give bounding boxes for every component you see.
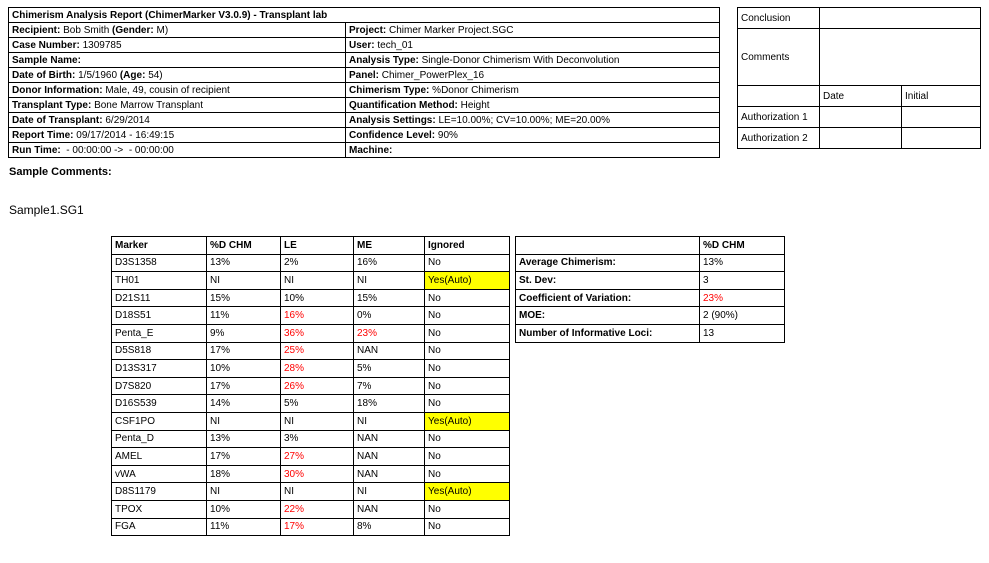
le-cell: 26%	[281, 377, 354, 395]
table-row	[112, 307, 510, 325]
marker-cell: D7S820	[112, 377, 207, 395]
ignored-cell: No	[425, 254, 510, 272]
dchm-cell: 11%	[207, 307, 281, 325]
marker-cell: D8S1179	[112, 483, 207, 501]
dchm-cell: 14%	[207, 395, 281, 413]
table-row	[112, 430, 510, 448]
dchm-cell: 18%	[207, 465, 281, 483]
ignored-cell: No	[425, 500, 510, 518]
dchm-cell: 10%	[207, 500, 281, 518]
marker-cell: D13S317	[112, 360, 207, 378]
summary-value: 23%	[700, 289, 785, 307]
quant-method-cell: Quantification Method: Height	[346, 98, 720, 113]
marker-cell: AMEL	[112, 448, 207, 466]
recipient-cell: Recipient: Bob Smith (Gender: M)	[9, 23, 346, 38]
me-cell: 0%	[354, 307, 425, 325]
le-cell: NI	[281, 272, 354, 290]
summary-row	[516, 289, 785, 307]
transplant-type-cell: Transplant Type: Bone Marrow Transplant	[9, 98, 346, 113]
summary-label: MOE:	[516, 307, 700, 325]
marker-cell: Penta_E	[112, 324, 207, 342]
initial-column-header: Initial	[902, 86, 981, 107]
hdr-row	[9, 38, 720, 53]
me-cell: 7%	[354, 377, 425, 395]
ignored-cell: Yes(Auto)	[425, 412, 510, 430]
ignored-cell: No	[425, 342, 510, 360]
table-row	[112, 465, 510, 483]
me-cell: NAN	[354, 448, 425, 466]
col-dchm: %D CHM	[207, 237, 281, 255]
case-number-cell: Case Number: 1309785	[9, 38, 346, 53]
date-transplant-cell: Date of Transplant: 6/29/2014	[9, 113, 346, 128]
ignored-cell: No	[425, 448, 510, 466]
conclusion-field[interactable]	[820, 8, 981, 29]
signoff-table	[737, 7, 981, 149]
donor-info-cell: Donor Information: Male, 49, cousin of recipient	[9, 83, 346, 98]
summary-value: 13%	[700, 254, 785, 272]
dchm-cell: 13%	[207, 254, 281, 272]
dob-cell: Date of Birth: 1/5/1960 (Age: 54)	[9, 68, 346, 83]
authorization-1-initial[interactable]	[902, 107, 981, 128]
analysis-settings-cell: Analysis Settings: LE=10.00%; CV=10.00%; ME=20.00%	[346, 113, 720, 128]
dchm-cell: 10%	[207, 360, 281, 378]
table-row	[112, 518, 510, 536]
table-row	[112, 483, 510, 501]
marker-cell: Penta_D	[112, 430, 207, 448]
ignored-cell: No	[425, 307, 510, 325]
hdr-row	[9, 128, 720, 143]
marker-cell: D16S539	[112, 395, 207, 413]
sample-comments-label: Sample Comments:	[9, 166, 112, 178]
le-cell: 10%	[281, 289, 354, 307]
marker-cell: vWA	[112, 465, 207, 483]
marker-cell: D18S51	[112, 307, 207, 325]
summary-value: 13	[700, 324, 785, 342]
table-row	[112, 324, 510, 342]
table-row	[112, 500, 510, 518]
table-row	[112, 360, 510, 378]
marker-cell: TH01	[112, 272, 207, 290]
hdr-row	[9, 23, 720, 38]
summary-value: 2 (90%)	[700, 307, 785, 325]
dchm-cell: 15%	[207, 289, 281, 307]
me-cell: NAN	[354, 430, 425, 448]
ignored-cell: No	[425, 324, 510, 342]
table-row	[112, 377, 510, 395]
summary-table	[515, 236, 785, 343]
me-cell: 5%	[354, 360, 425, 378]
col-marker: Marker	[112, 237, 207, 255]
le-cell: 27%	[281, 448, 354, 466]
me-cell: 18%	[354, 395, 425, 413]
marker-cell: D5S818	[112, 342, 207, 360]
marker-cell: FGA	[112, 518, 207, 536]
dchm-cell: NI	[207, 272, 281, 290]
table-row	[112, 289, 510, 307]
report-header-table	[8, 7, 720, 158]
authorization-1-label: Authorization 1	[738, 107, 820, 128]
analysis-type-cell: Analysis Type: Single-Donor Chimerism With Deconvolution	[346, 53, 720, 68]
user-cell: User: tech_01	[346, 38, 720, 53]
table-row	[112, 412, 510, 430]
dchm-cell: NI	[207, 483, 281, 501]
col-le: LE	[281, 237, 354, 255]
ignored-cell: Yes(Auto)	[425, 483, 510, 501]
dchm-cell: 17%	[207, 342, 281, 360]
hdr-row	[9, 113, 720, 128]
hdr-row	[9, 143, 720, 158]
panel-cell: Panel: Chimer_PowerPlex_16	[346, 68, 720, 83]
authorization-2-initial[interactable]	[902, 128, 981, 149]
table-row	[112, 254, 510, 272]
le-cell: 2%	[281, 254, 354, 272]
comments-label: Comments	[738, 29, 820, 86]
dchm-cell: 9%	[207, 324, 281, 342]
me-cell: 8%	[354, 518, 425, 536]
hdr-row	[9, 68, 720, 83]
marker-cell: D21S11	[112, 289, 207, 307]
me-cell: NAN	[354, 342, 425, 360]
table-row	[112, 272, 510, 290]
dchm-cell: NI	[207, 412, 281, 430]
conclusion-label: Conclusion	[738, 8, 820, 29]
summary-value: 3	[700, 272, 785, 290]
confidence-level-cell: Confidence Level: 90%	[346, 128, 720, 143]
hdr-row	[9, 98, 720, 113]
report-time-cell: Report Time: 09/17/2014 - 16:49:15	[9, 128, 346, 143]
marker-table	[111, 236, 510, 536]
summary-row	[516, 307, 785, 325]
marker-cell: CSF1PO	[112, 412, 207, 430]
me-cell: NI	[354, 483, 425, 501]
dchm-cell: 17%	[207, 377, 281, 395]
dchm-cell: 17%	[207, 448, 281, 466]
me-cell: 23%	[354, 324, 425, 342]
col-me: ME	[354, 237, 425, 255]
hdr-row	[9, 53, 720, 68]
run-time-cell: Run Time: - 00:00:00 -> - 00:00:00	[9, 143, 346, 158]
authorization-2-label: Authorization 2	[738, 128, 820, 149]
me-cell: NAN	[354, 500, 425, 518]
le-cell: 36%	[281, 324, 354, 342]
summary-row	[516, 324, 785, 342]
le-cell: 16%	[281, 307, 354, 325]
marker-cell: TPOX	[112, 500, 207, 518]
me-cell: 15%	[354, 289, 425, 307]
le-cell: 28%	[281, 360, 354, 378]
marker-table-header	[112, 237, 510, 255]
sample-file-name: Sample1.SG1	[9, 203, 84, 217]
le-cell: 17%	[281, 518, 354, 536]
me-cell: 16%	[354, 254, 425, 272]
le-cell: 30%	[281, 465, 354, 483]
hdr-row	[9, 83, 720, 98]
comments-field[interactable]	[820, 29, 981, 86]
ignored-cell: No	[425, 377, 510, 395]
le-cell: 5%	[281, 395, 354, 413]
dchm-cell: 11%	[207, 518, 281, 536]
machine-cell: Machine:	[346, 143, 720, 158]
col-ignored: Ignored	[425, 237, 510, 255]
ignored-cell: No	[425, 395, 510, 413]
dchm-cell: 13%	[207, 430, 281, 448]
summary-blank-header	[516, 237, 700, 255]
me-cell: NAN	[354, 465, 425, 483]
summary-label: Average Chimerism:	[516, 254, 700, 272]
summary-label: Coefficient of Variation:	[516, 289, 700, 307]
summary-label: Number of Informative Loci:	[516, 324, 700, 342]
summary-table-header	[516, 237, 785, 255]
le-cell: 25%	[281, 342, 354, 360]
sample-name-cell: Sample Name:	[9, 53, 346, 68]
ignored-cell: Yes(Auto)	[425, 272, 510, 290]
report-title: Chimerism Analysis Report (ChimerMarker V3.0.9) - Transplant lab	[9, 8, 720, 23]
le-cell: 22%	[281, 500, 354, 518]
ignored-cell: No	[425, 430, 510, 448]
me-cell: NI	[354, 412, 425, 430]
me-cell: NI	[354, 272, 425, 290]
table-row	[112, 395, 510, 413]
project-cell: Project: Chimer Marker Project.SGC	[346, 23, 720, 38]
summary-col-dchm: %D CHM	[700, 237, 785, 255]
le-cell: 3%	[281, 430, 354, 448]
summary-row	[516, 254, 785, 272]
authorization-2-date[interactable]	[820, 128, 902, 149]
summary-row	[516, 272, 785, 290]
ignored-cell: No	[425, 360, 510, 378]
table-row	[112, 342, 510, 360]
table-row	[112, 448, 510, 466]
ignored-cell: No	[425, 289, 510, 307]
blank-header-cell	[738, 86, 820, 107]
summary-label: St. Dev:	[516, 272, 700, 290]
authorization-1-date[interactable]	[820, 107, 902, 128]
ignored-cell: No	[425, 518, 510, 536]
ignored-cell: No	[425, 465, 510, 483]
chimerism-type-cell: Chimerism Type: %Donor Chimerism	[346, 83, 720, 98]
date-column-header: Date	[820, 86, 902, 107]
le-cell: NI	[281, 483, 354, 501]
marker-cell: D3S1358	[112, 254, 207, 272]
le-cell: NI	[281, 412, 354, 430]
